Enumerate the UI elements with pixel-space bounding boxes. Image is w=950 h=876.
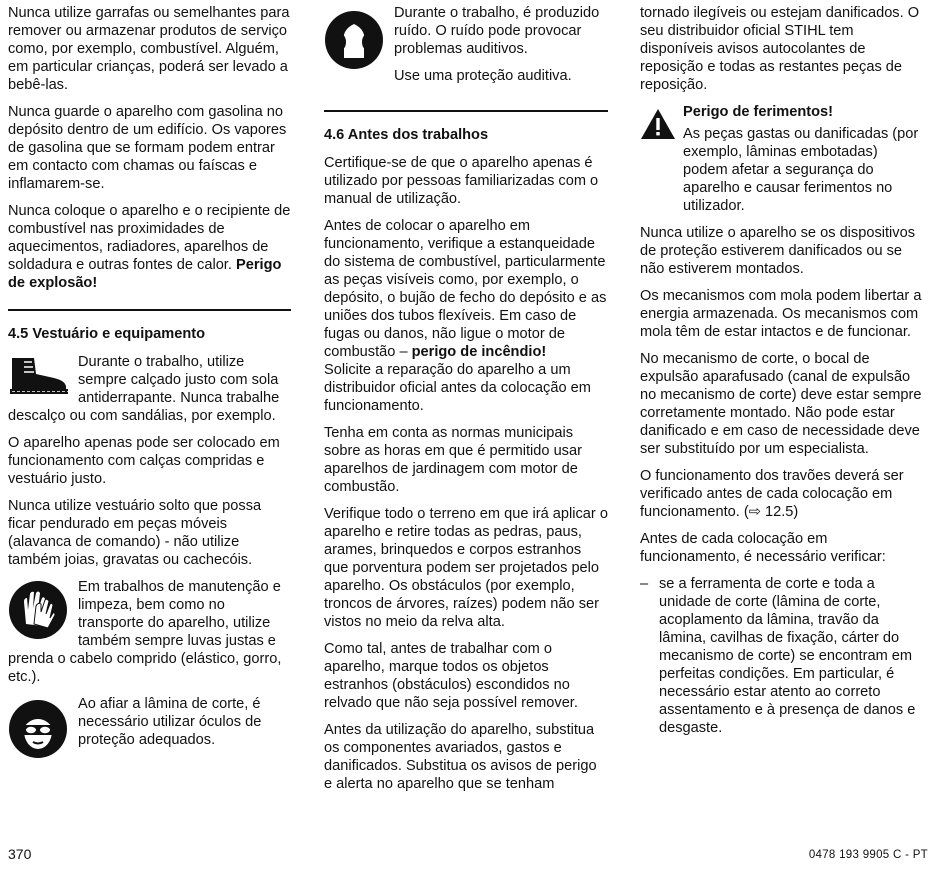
ear-instruction xyxy=(324,4,608,94)
paragraph: Antes de cada colocação em funcionamento, é necessário verificar: xyxy=(640,531,886,565)
paragraph-text: Antes de colocar o aparelho em funcionamento, verifique a estanqueidade do sistema de combustível, particularmente as peças visíveis como, por exemplo, o depósito, o bujão de fecho do depósito e as uniões dos tubos flexíveis. Em caso de fugas ou danos, não ligue o motor de combustão – xyxy=(324,218,607,360)
paragraph: O funcionamento dos travões deverá ser verificado antes de cada colocação em funcionamento. (⇨ 12.5) xyxy=(640,468,904,520)
column-1 xyxy=(8,4,291,772)
gloves-icon xyxy=(8,580,70,642)
safety-goggles-icon xyxy=(8,699,70,761)
boot-text: Durante o trabalho, utilize sempre calçado justo com sola antiderrapante. Nunca trabalhe descalço ou com sandálias, por exemplo. xyxy=(8,354,280,424)
paragraph: O aparelho apenas pode ser colocado em funcionamento com calças compridas e vestuário justo. xyxy=(8,435,280,487)
section-divider xyxy=(324,110,608,112)
warning-text: As peças gastas ou danificadas (por exemplo, lâminas embotadas) podem afetar a segurança do aparelho e causar ferimentos no utilizador. xyxy=(683,126,919,214)
section-title-4-5: 4.5 Vestuário e equipamento xyxy=(8,326,206,342)
section-divider xyxy=(8,309,291,311)
list-item-text: se a ferramenta de corte e toda a unidade de corte (lâmina de corte, acoplamento da lâmina, travão da lâmina, cavilhas de fixação, cárter do mecanismo de corte) se encontram em perfeitas condições. Em particular, é necessário estar atento ao correto assentamento e à presença de danos e desgaste. xyxy=(659,576,916,736)
column-2 xyxy=(324,4,608,802)
goggles-instruction xyxy=(8,695,291,763)
paragraph: Certifique-se de que o aparelho apenas é utilizado por pessoas familiarizadas com o manual de utilização. xyxy=(324,155,599,207)
column-3 xyxy=(640,4,922,737)
paragraph: No mecanismo de corte, o bocal de expulsão aparafusado (canal de expulsão no mecanismo de corte) deve estar sempre corretamente montado. Não pode estar danificado e em caso de necessidade deve ser substituído por um especialista. xyxy=(640,351,922,457)
gloves-instruction xyxy=(8,578,291,686)
safety-boot-icon xyxy=(8,356,70,396)
document-code: 0478 193 9905 C - PT xyxy=(808,849,928,861)
warning-triangle-icon xyxy=(640,103,683,215)
warning-title: Perigo de ferimentos! xyxy=(683,104,834,120)
paragraph-text: Solicite a reparação do aparelho a um distribuidor oficial antes da colocação em funcionamento. xyxy=(324,362,591,414)
page-number: 370 xyxy=(8,846,32,862)
paragraph xyxy=(8,202,291,292)
injury-warning xyxy=(640,103,922,215)
paragraph: Antes da utilização do aparelho, substitua os componentes avariados, gastos e danificados. Substitua os avisos de perigo e alerta no aparelho que se tenham xyxy=(324,722,597,792)
fire-warning: perigo de incêndio! xyxy=(411,344,547,360)
paragraph: Os mecanismos com mola podem libertar a energia armazenada. Os mecanismos com mola têm de estar intactos e de funcionar. xyxy=(640,288,922,340)
section-title-4-6: 4.6 Antes dos trabalhos xyxy=(324,127,489,143)
list-item xyxy=(640,575,922,737)
paragraph: Nunca utilize vestuário solto que possa ficar pendurado em peças móveis (alavanca de comando) - não utilize também joias, gravatas ou cachecóis. xyxy=(8,498,262,568)
list-dash: – xyxy=(640,576,649,592)
paragraph: Como tal, antes de trabalhar com o aparelho, marque todos os objetos estranhos (obstáculos) escondidos no relvado que não seja possível remover. xyxy=(324,641,578,711)
paragraph: Durante o trabalho, é produzido ruído. O ruído pode provocar problemas auditivos. xyxy=(394,5,600,57)
boot-instruction xyxy=(8,353,291,425)
hearing-protection-icon xyxy=(324,10,386,72)
gloves-text: Em trabalhos de manutenção e limpeza, bem como no transporte do aparelho, utilize também sempre luvas justas e prenda o cabelo comprido (elástico, gorro, etc.). xyxy=(8,579,282,685)
paragraph-text: Nunca coloque o aparelho e o recipiente de combustível nas proximidades de aquecimentos, radiadores, aparelhos de soldadura e outras fontes de calor. xyxy=(8,203,291,273)
paragraph xyxy=(324,217,608,415)
goggles-text: Ao afiar a lâmina de corte, é necessário utilizar óculos de proteção adequados. xyxy=(78,696,262,748)
paragraph: Nunca guarde o aparelho com gasolina no depósito dentro de um edifício. Os vapores de gasolina que se formam podem entrar em contacto com chamas ou faíscas e inflamarem-se. xyxy=(8,104,287,192)
paragraph: Nunca utilize o aparelho se os dispositivos de proteção estiverem danificados ou se não estiverem montados. xyxy=(640,225,916,277)
explosion-warning: Perigo de explosão! xyxy=(8,257,282,291)
paragraph: Nunca utilize garrafas ou semelhantes para remover ou armazenar produtos de serviço como, por exemplo, combustível. Alguém, em particular crianças, poderá ser levado a bebê-las. xyxy=(8,5,290,93)
paragraph: tornado ilegíveis ou estejam danificados. O seu distribuidor oficial STIHL tem disponíveis avisos autocolantes de reposição e todas as restantes peças de reposição. xyxy=(640,5,920,93)
paragraph: Verifique todo o terreno em que irá aplicar o aparelho e retire todas as pedras, paus, arames, brinquedos e corpos estranhos que porventura podem ser projetados pelo aparelho. Os obstáculos (por exemplo, troncos de árvores, raízes) podem não ser vistos no meio da relva alta. xyxy=(324,506,608,630)
paragraph: Tenha em conta as normas municipais sobre as horas em que é permitido usar aparelhos de jardinagem com motor de combustão. xyxy=(324,425,582,495)
paragraph: Use uma proteção auditiva. xyxy=(394,68,572,84)
